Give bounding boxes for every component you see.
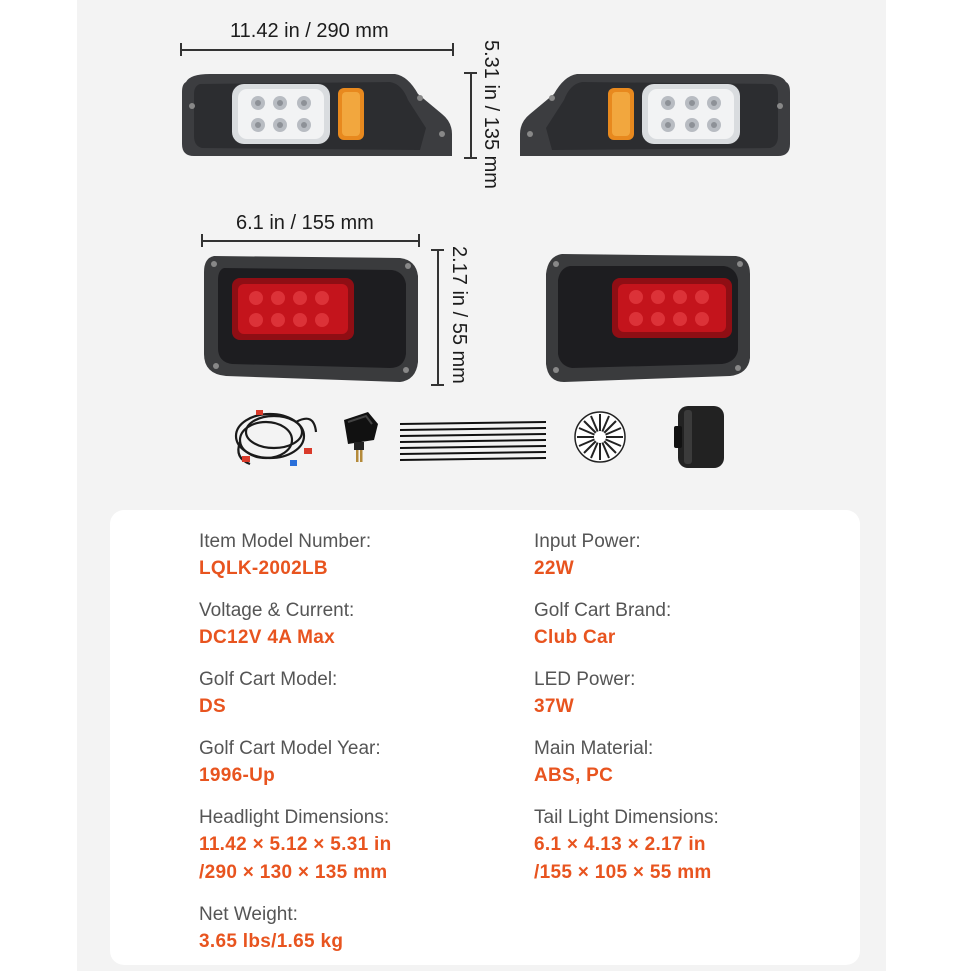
tick bbox=[201, 234, 203, 247]
spec-value-metric: /290 × 130 × 135 mm bbox=[199, 862, 388, 883]
spec-label: Item Model Number: bbox=[199, 531, 372, 552]
spec-value: 6.1 × 4.13 × 2.17 in bbox=[534, 834, 706, 855]
spec-label: Headlight Dimensions: bbox=[199, 807, 390, 828]
spec-led-power bbox=[534, 666, 854, 721]
spec-voltage-current bbox=[199, 597, 519, 652]
tick bbox=[431, 384, 444, 386]
tick bbox=[180, 43, 182, 56]
taillight-height-label: 2.17 in / 55 mm bbox=[448, 246, 470, 384]
spec-input-power bbox=[534, 528, 854, 583]
spec-label: Golf Cart Model: bbox=[199, 669, 338, 690]
spec-label: LED Power: bbox=[534, 669, 636, 690]
spec-value-metric: /155 × 105 × 55 mm bbox=[534, 862, 712, 883]
spec-value: LQLK-2002LB bbox=[199, 558, 328, 579]
headlight-right bbox=[517, 70, 792, 160]
spec-value: 11.42 × 5.12 × 5.31 in bbox=[199, 834, 392, 855]
tick bbox=[452, 43, 454, 56]
spec-label: Main Material: bbox=[534, 738, 654, 759]
spec-net-weight bbox=[199, 901, 519, 956]
spec-label: Voltage & Current: bbox=[199, 600, 355, 621]
taillight-width-line bbox=[201, 240, 419, 242]
spec-card bbox=[110, 510, 860, 965]
tick bbox=[418, 234, 420, 247]
spec-label: Net Weight: bbox=[199, 904, 298, 925]
spec-value: 3.65 lbs/1.65 kg bbox=[199, 931, 344, 952]
spec-item-model-number bbox=[199, 528, 519, 583]
spec-value: ABS, PC bbox=[534, 765, 614, 786]
taillight-height-line bbox=[437, 249, 439, 385]
taillight-right bbox=[542, 250, 754, 384]
spec-label: Input Power: bbox=[534, 531, 641, 552]
spec-main-material bbox=[534, 735, 854, 790]
cable-ties-icon bbox=[398, 420, 548, 464]
spec-value: 37W bbox=[534, 696, 574, 717]
spec-value: 1996-Up bbox=[199, 765, 276, 786]
spec-value: Club Car bbox=[534, 627, 616, 648]
tick bbox=[431, 249, 444, 251]
headlight-height-line bbox=[470, 72, 472, 158]
headlight-left bbox=[180, 70, 455, 160]
spec-label: Golf Cart Model Year: bbox=[199, 738, 381, 759]
spec-model-year bbox=[199, 735, 519, 790]
tick bbox=[464, 72, 477, 74]
spec-label: Golf Cart Brand: bbox=[534, 600, 672, 621]
spec-value: DS bbox=[199, 696, 226, 717]
spec-golf-cart-model bbox=[199, 666, 519, 721]
spec-golf-cart-brand bbox=[534, 597, 854, 652]
spec-value: DC12V 4A Max bbox=[199, 627, 335, 648]
taillight-width-label: 6.1 in / 155 mm bbox=[236, 212, 374, 234]
taillight-left bbox=[200, 250, 422, 384]
spec-headlight-dimensions bbox=[199, 804, 519, 887]
spec-label: Tail Light Dimensions: bbox=[534, 807, 719, 828]
spec-value: 22W bbox=[534, 558, 574, 579]
headlight-width-line bbox=[180, 49, 453, 51]
drill-bit-guide-icon bbox=[573, 410, 627, 464]
spec-tail-light-dimensions bbox=[534, 804, 854, 887]
tick bbox=[464, 157, 477, 159]
headlight-height-label: 5.31 in / 135 mm bbox=[480, 40, 502, 189]
toggle-switch-icon bbox=[338, 410, 380, 466]
headlight-width-label: 11.42 in / 290 mm bbox=[230, 20, 389, 42]
mounting-tube-icon bbox=[672, 404, 728, 470]
wiring-harness-icon bbox=[230, 402, 320, 472]
